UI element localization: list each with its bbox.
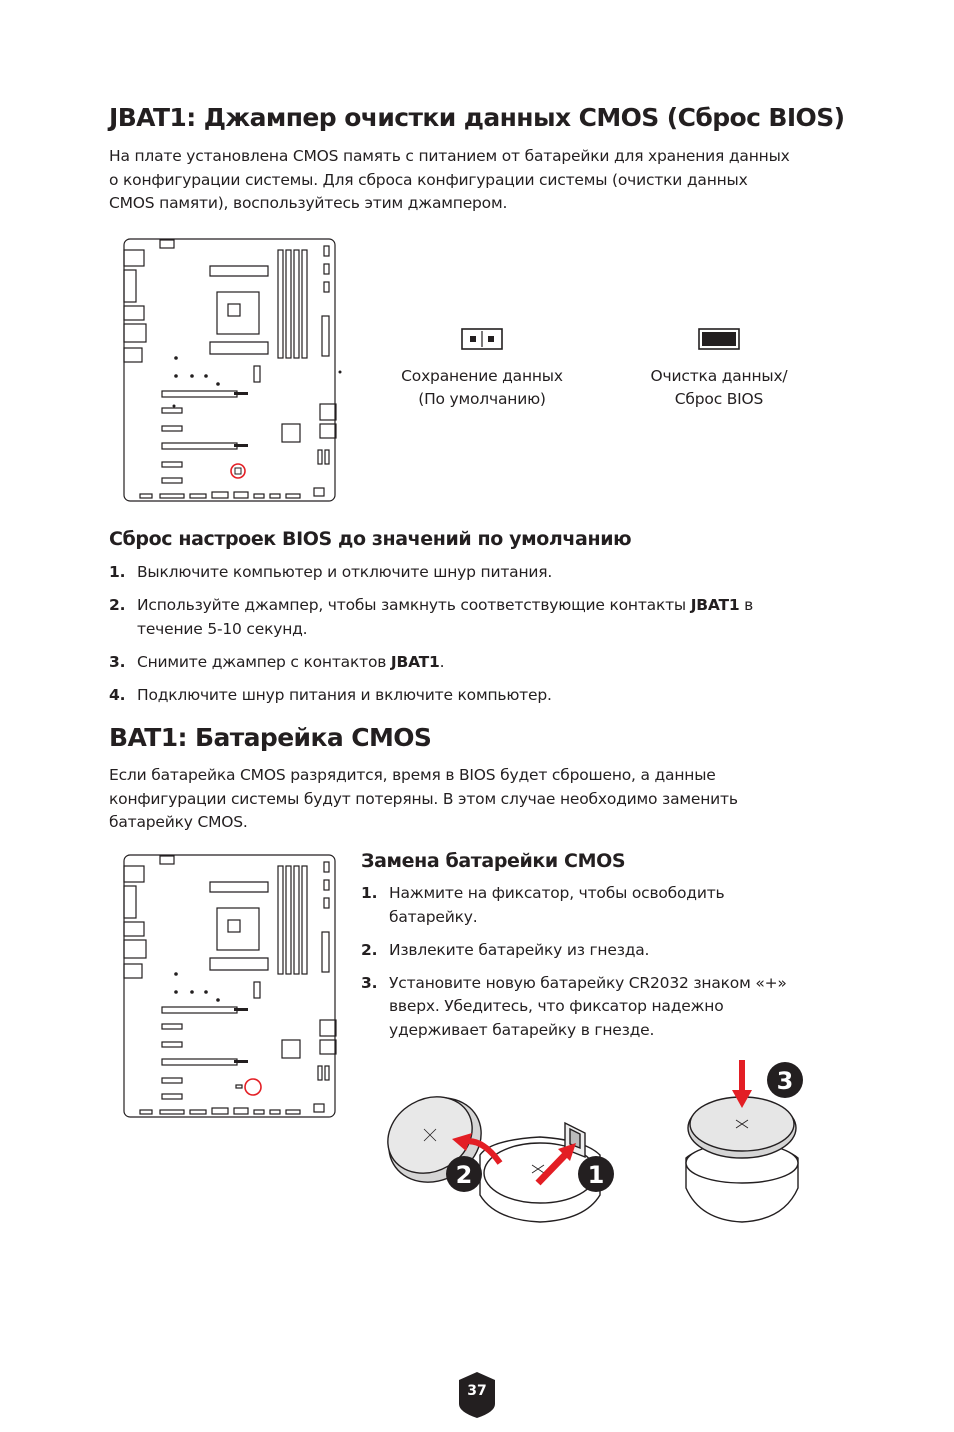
step-text: Нажмите на фиксатор, чтобы освободить батарейку.	[389, 884, 725, 926]
motherboard-diagram-jbat1	[120, 236, 340, 506]
list-item	[109, 651, 809, 675]
list-item	[361, 972, 791, 1043]
intro-line: о конфигурации системы. Для сброса конфигурации системы (очистки данных	[109, 170, 748, 189]
svg-text:3: 3	[776, 1067, 794, 1095]
list-item	[109, 561, 809, 585]
caption-line: (По умолчанию)	[418, 390, 546, 408]
replace-title: Замена батарейки CMOS	[361, 850, 626, 872]
jbat1-intro	[109, 145, 869, 216]
step-number: 1.	[361, 884, 378, 902]
jumper-open-icon	[461, 328, 503, 350]
svg-text:2: 2	[455, 1161, 473, 1189]
intro-line: CMOS памяти), воспользуйтесь этим джампером.	[109, 194, 508, 212]
reset-steps	[109, 561, 809, 717]
step-text: Извлеките батарейку из гнезда.	[389, 940, 650, 959]
list-item	[361, 939, 791, 963]
section-title-jbat1: JBAT1: Джампер очистки данных CMOS (Сброс BIOS)	[109, 103, 845, 132]
jumper-closed-icon	[698, 328, 740, 350]
motherboard-diagram-bat1	[120, 852, 340, 1122]
list-item	[109, 594, 809, 641]
step-text: .	[439, 652, 445, 671]
intro-line: батарейку CMOS.	[109, 813, 248, 831]
jumper-clear-caption	[609, 365, 829, 411]
page-number-badge	[457, 1372, 497, 1418]
step-badge-1	[577, 1155, 615, 1193]
caption-line: Очистка данных/	[650, 367, 788, 385]
caption-line: Сохранение данных	[401, 367, 563, 385]
list-item	[109, 684, 809, 708]
replace-steps	[361, 882, 791, 1052]
step-number: 3.	[361, 973, 378, 992]
step-number: 1.	[109, 563, 126, 581]
page-number: 37	[467, 1383, 487, 1399]
svg-text:1: 1	[587, 1161, 605, 1189]
section-title-bat1: BAT1: Батарейка CMOS	[109, 723, 432, 752]
step-text: Подключите шнур питания и включите компьютер.	[137, 685, 552, 704]
jumper-keep-caption	[372, 365, 592, 411]
step-number: 2.	[361, 940, 378, 959]
step-bold: JBAT1	[690, 596, 740, 614]
list-item	[361, 882, 791, 929]
bat1-intro	[109, 764, 869, 835]
intro-line: конфигурации системы будут потеряны. В этом случае необходимо заменить	[109, 789, 738, 808]
step-text: Снимите джампер с контактов	[137, 652, 391, 671]
step-badge-2	[445, 1155, 483, 1193]
intro-line: На плате установлена CMOS память с питанием от батарейки для хранения данных	[109, 147, 790, 165]
reset-title: Сброс настроек BIOS до значений по умолчанию	[109, 528, 632, 550]
step-text: в течение 5-10 секунд.	[137, 596, 754, 638]
step-bold: JBAT1	[390, 652, 440, 671]
step-number: 2.	[109, 596, 126, 614]
step-number: 4.	[109, 685, 126, 704]
step-text: Используйте джампер, чтобы замкнуть соответствующие контакты	[137, 596, 691, 614]
step-badge-3	[766, 1061, 804, 1099]
step-text: Выключите компьютер и отключите шнур питания.	[137, 563, 553, 581]
step-number: 3.	[109, 652, 126, 671]
intro-line: Если батарейка CMOS разрядится, время в BIOS будет сброшено, а данные	[109, 766, 716, 784]
step-text: Установите новую батарейку CR2032 знаком «+» вверх. Убедитесь, что фиксатор надежно удерживает батарейку в гнезде.	[389, 973, 787, 1039]
caption-line: Сброс BIOS	[674, 390, 764, 408]
